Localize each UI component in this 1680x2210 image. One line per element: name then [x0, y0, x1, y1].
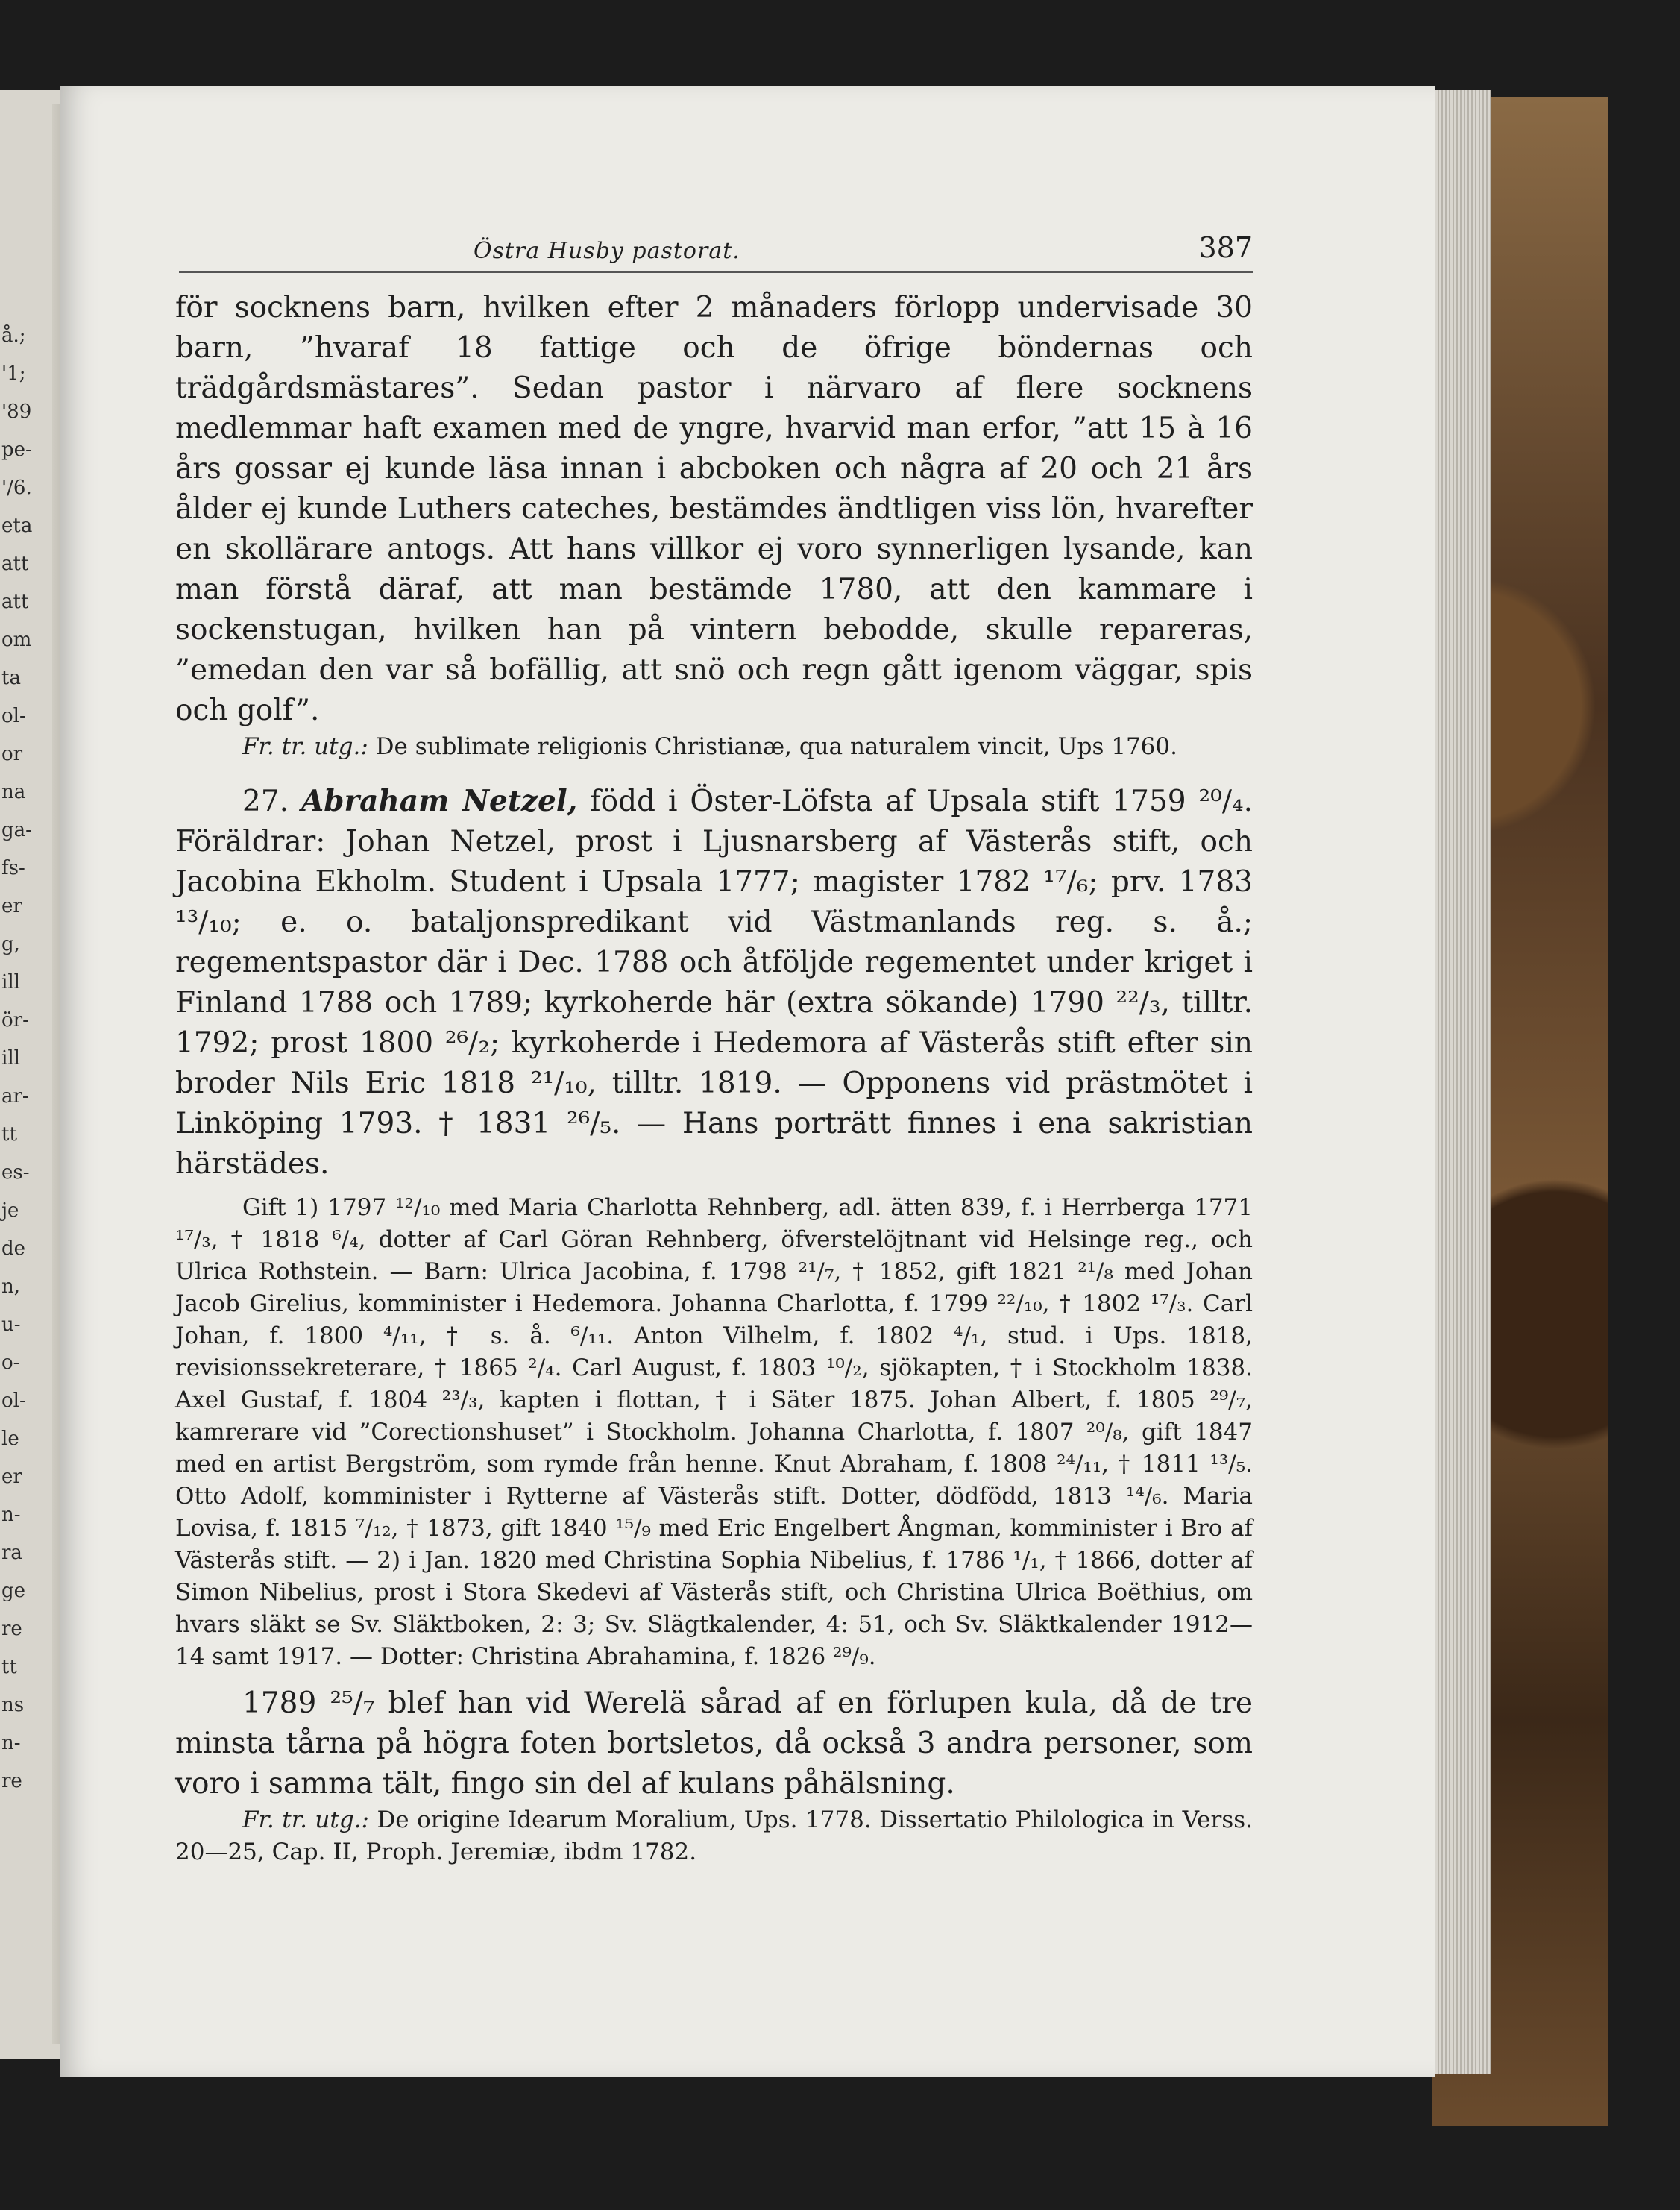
entry-abraham-netzel: [175, 781, 1253, 1184]
margin-fragment: ta: [1, 667, 21, 689]
margin-fragment: ill: [1, 971, 20, 993]
margin-fragment: ge: [1, 1580, 26, 1602]
margin-fragment: er: [1, 895, 22, 917]
margin-fragment: '/6.: [1, 477, 32, 499]
page-header: [179, 231, 1253, 273]
margin-fragment: eta: [1, 515, 33, 537]
paragraph-wounded: 1789 ²⁵/₇ blef han vid Werelä sårad af en förlupen kula, då de tre minsta tårna på högra foten bortsletos, då också 3 andra personer, som voro i samma tält, fingo sin del af kulans påhälsning.: [175, 1686, 1253, 1801]
previous-page-text-fragments: [0, 90, 60, 2059]
entry-biography: född i Öster-Löfsta af Upsala stift 1759 ²⁰/₄. Föräldrar: Johan Netzel, prost i Ljusnarsberg af Västerås stift, och Jacobina Ekholm. Student i Upsala 1777; magister 1782 ¹⁷/₆; prv. 1783 ¹³/₁₀; e. o. bataljonspredikant vid Västmanlands reg. s. å.; regementspastor där i Dec. 1788 och åtföljde regementet under kriget i Finland 1788 och 1789; kyrkoherde här (extra sökande) 1790 ²²/₃, tilltr. 1792; prost 1800 ²⁶/₂; kyrkoherde i Hedemora af Västerås stift efter sin broder Nils Eric 1818 ²¹/₁₀, tilltr. 1819. — Opponens vid prästmötet i Linköping 1793. † 1831 ²⁶/₅. — Hans porträtt finnes i ena sakristian härstädes.: [175, 785, 1253, 1181]
margin-fragment: g,: [1, 933, 20, 955]
margin-fragment: ns: [1, 1694, 25, 1716]
footnote-publications-1: [175, 731, 1253, 763]
margin-fragment: pe-: [1, 439, 32, 461]
margin-fragment: å.;: [1, 324, 26, 347]
page-content: [175, 231, 1253, 1868]
margin-fragment: att: [1, 553, 29, 575]
note-label: Fr. tr. utg.:: [242, 1806, 369, 1833]
margin-fragment: '1;: [1, 362, 26, 385]
margin-fragment: je: [1, 1199, 19, 1222]
margin-fragment: att: [1, 591, 29, 613]
paragraph-school: för socknens barn, hvilken efter 2 månaders förlopp undervisade 30 barn, ”hvaraf 18 fattige och de öfrige böndernas och trädgårdsmästares”. Sedan pastor i närvaro af flere socknens medlemmar haft examen med de yngre, hvarvid man erfor, ”att 15 à 16 års gossar ej kunde läsa innan i abcboken och några af 20 och 21 års ålder ej kunde Luthers cateches, bestämdes ändtligen viss lön, hvarefter en skollärare antogs. Att hans villkor ej voro synnerligen lysande, kan man förstå däraf, att man bestämde 1780, att den kammare i sockenstugan, hvilken han på vintern bebodde, skulle repareras, ”emedan den var så bofällig, att snö och regn gått igenom väggar, spis och golf”.: [175, 291, 1253, 727]
margin-fragment: ar-: [1, 1085, 29, 1108]
family-paragraph: Gift 1) 1797 ¹²/₁₀ med Maria Charlotta Rehnberg, adl. ätten 839, f. i Herrberga 1771 ¹⁷/₃, † 1818 ⁶/₄, dotter af Carl Göran Rehnberg, öfverstelöjtnant vid Helsinge reg., och Ulrica Rothstein. — Barn: Ulrica Jacobina, f. 1798 ²¹/₇, † 1852, gift 1821 ²¹/₈ med Johan Jacob Girelius, komminister i Hedemora. Johanna Charlotta, f. 1799 ²²/₁₀, † 1802 ¹⁷/₃. Carl Johan, f. 1800 ⁴/₁₁, † s. å. ⁶/₁₁. Anton Vilhelm, f. 1802 ⁴/₁, stud. i Ups. 1818, revisionssekreterare, † 1865 ²/₄. Carl August, f. 1803 ¹⁰/₂, sjökapten, † i Stockholm 1838. Axel Gustaf, f. 1804 ²³/₃, kapten i flottan, † i Säter 1875. Johan Albert, f. 1805 ²⁹/₇, kamrerare vid ”Corectionshuset” i Stockholm. Johanna Charlotta, f. 1807 ²⁰/₈, gift 1847 med en artist Bergström, som rymde från henne. Knut Abraham, f. 1808 ²⁴/₁₁, † 1811 ¹³/₅. Otto Adolf, komminister i Rytterne af Västerås stift. Dotter, dödfödd, 1813 ¹⁴/₆. Maria Lovisa, f. 1815 ⁷/₁₂, † 1873, gift 1840 ¹⁵/₉ med Eric Engelbert Ångman, komminister i Bro af Västerås stift. — 2) i Jan. 1820 med Christina Sophia Nibelius, f. 1786 ¹/₁, † 1866, dotter af Simon Nibelius, prost i Stora Skedevi af Västerås stift, och Christina Ulrica Boëthius, om hvars släkt se Sv. Släktboken, 2: 3; Sv. Slägtkalender, 4: 51, och Sv. Släktkalender 1912—14 samt 1917. — Dotter: Christina Abrahamina, f. 1826 ²⁹/₉.: [175, 1194, 1253, 1670]
margin-fragment: ra: [1, 1542, 22, 1564]
margin-fragment: na: [1, 781, 26, 803]
margin-fragment: ör-: [1, 1009, 29, 1032]
margin-fragment: tt: [1, 1656, 17, 1678]
margin-fragment: er: [1, 1466, 22, 1488]
margin-fragment: ill: [1, 1047, 20, 1070]
note-text: De sublimate religionis Christianæ, qua naturalem vincit, Ups 1760.: [368, 733, 1177, 760]
margin-fragment: '89: [1, 401, 32, 423]
entry-number: 27.: [242, 785, 289, 818]
margin-fragment: ol-: [1, 1390, 26, 1412]
margin-fragment: o-: [1, 1352, 20, 1374]
margin-fragment: re: [1, 1770, 22, 1792]
running-title: Östra Husby pastorat.: [474, 238, 740, 264]
margin-fragment: re: [1, 1618, 22, 1640]
page-number: 387: [1198, 231, 1253, 264]
margin-fragment: u-: [1, 1313, 21, 1336]
margin-fragment: n-: [1, 1504, 21, 1526]
footnote-publications-2: [175, 1804, 1253, 1868]
margin-fragment: n,: [1, 1275, 21, 1298]
margin-fragment: ga-: [1, 819, 32, 841]
margin-fragment: de: [1, 1237, 26, 1260]
margin-fragment: n-: [1, 1732, 21, 1754]
entry-name: Abraham Netzel,: [301, 784, 578, 818]
margin-fragment: or: [1, 743, 23, 765]
margin-fragment: le: [1, 1428, 19, 1450]
margin-fragment: fs-: [1, 857, 25, 879]
note-text: De origine Idearum Moralium, Ups. 1778. Dissertatio Philologica in Verss. 20—25, Cap. II, Proph. Jeremiæ, ibdm 1782.: [175, 1806, 1253, 1865]
margin-fragment: tt: [1, 1123, 17, 1146]
margin-fragment: om: [1, 629, 32, 651]
note-label: Fr. tr. utg.:: [242, 733, 368, 760]
margin-fragment: es-: [1, 1161, 30, 1184]
margin-fragment: ol-: [1, 705, 26, 727]
book-page: [60, 86, 1435, 2077]
